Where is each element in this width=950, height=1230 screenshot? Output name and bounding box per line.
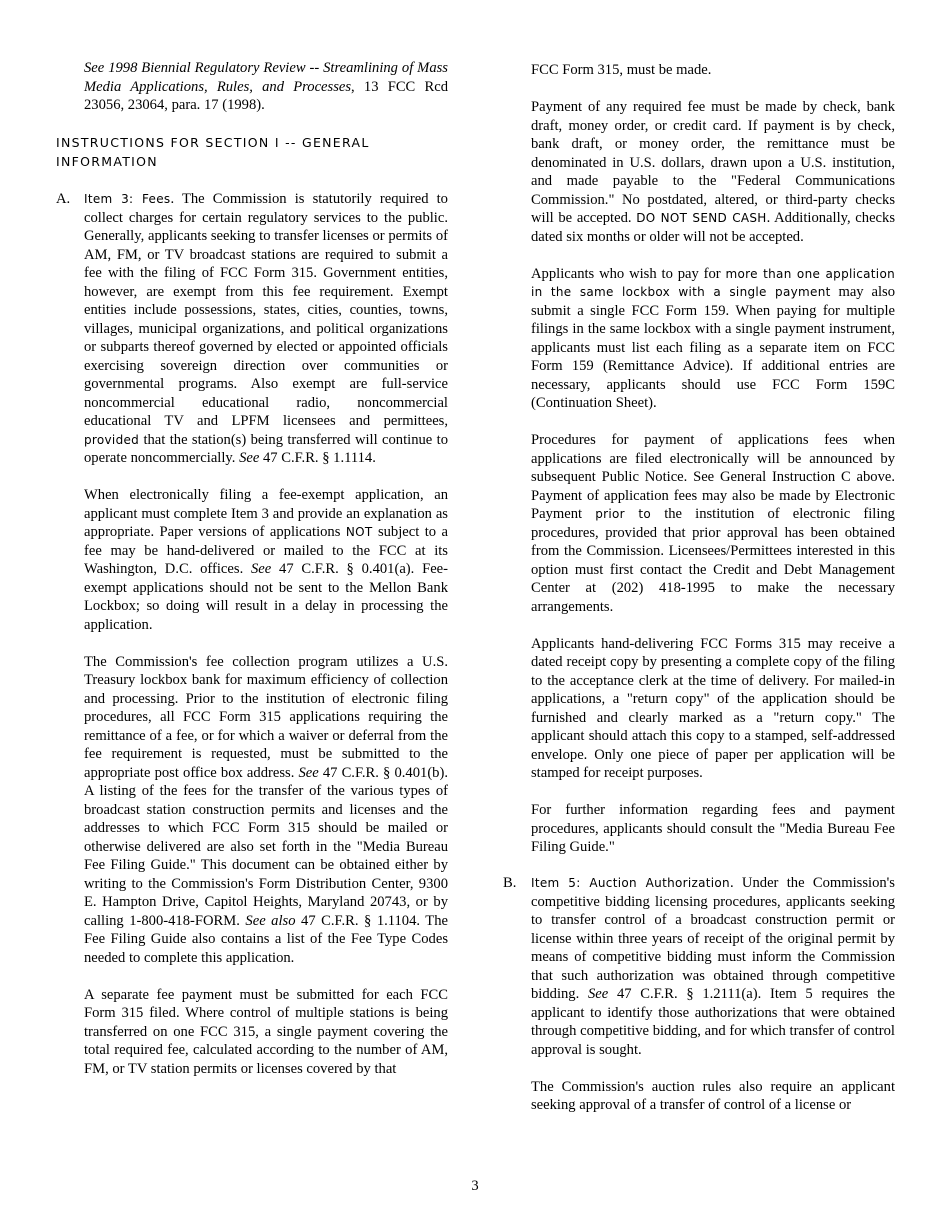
item-a-p3-see: See [298, 764, 319, 781]
item-a-p1-see: See [239, 450, 260, 466]
item-a-paragraph-2 [84, 486, 448, 634]
item-b-paragraph-2: The Commission's auction rules also require an applicant seeking approval of a transfer of control of a license or [531, 1078, 895, 1113]
item-a-p1-text-b: that the station(s) being transferred will continue to operate noncommercially. [84, 431, 448, 466]
right-p3-smallcaps: prior to [595, 507, 652, 521]
item-a-p2-text-c: 47 C.F.R. § 0.401(a). Fee-exempt applications should not be sent to the Mellon Bank Lockbox; so doing will result in a delay in processing the application. [84, 561, 449, 633]
section-heading: INSTRUCTIONS FOR SECTION I -- GENERAL INFORMATION [56, 135, 370, 169]
item-a-p2-text: When electronically filing a fee-exempt application, an applicant must complete Item 3 and provide an explanation as appropriate. Paper versions of applications [84, 487, 448, 540]
item-a-p2-not: NOT [345, 525, 373, 539]
item-a-p3-see-also: See also [245, 912, 296, 929]
right-p3-text-b: the institution of electronic filing procedures, provided that prior approval has been obtained from the Commission. Licensees/Permittees interested in this option must first contact the Credit and Debt Management Center at (202) 418-1995 to make the necessary arrangements. [531, 506, 895, 615]
item-a-paragraph-4: A separate fee payment must be submitted for each FCC Form 315 filed. Where control of multiple stations is being transferred on one FCC 315, a single payment covering the total required fee, calculated according to the number of AM, FM, or TV station permits or licenses covered by that [84, 986, 448, 1077]
citation-see: See [84, 60, 105, 76]
right-paragraph-2 [531, 265, 895, 413]
right-p1-text: Payment of any required fee must be made by check, bank draft, money order, or credit card. If payment is by check, bank draft, or money order, the remittance must be denominated in U.S. dollars, drawn upon a U.S. institution, and made payable to the "Federal Communications Commission." No postdated, altered, or third-party checks will be accepted. [531, 99, 895, 226]
right-p2-smallcaps: more than one application in the same lockbox with a single payment [531, 266, 895, 299]
item-b-paragraph-1 [531, 874, 895, 1059]
item-a-paragraph-1 [84, 190, 448, 468]
right-p3-text: Procedures for payment of applications fees when applications are filed electronically will be announced by subsequent Public Notice. See General Instruction C above. Payment of application fees may also be made by Electronic Payment [531, 432, 895, 522]
right-paragraph-1 [531, 98, 895, 246]
item-b-p1-text: . Under the Commission's competitive bidding licensing procedures, applicants seeking to transfer control of a broadcast construction permit or license within three years of receipt of the original permit by means of competitive bidding must inform the Commission that such authorization was obtained through competitive bidding. [531, 875, 895, 1002]
item-b-letter: B. [503, 875, 517, 891]
citation-rest: , 13 FCC Rcd 23056, 23064, para. 17 (1998). [84, 78, 448, 113]
item-a-p3-text: The Commission's fee collection program utilizes a U.S. Treasury lockbox bank for maximum efficiency of collection and processing. Prior to the institution of electronic filing procedures, all FCC Form 315 applications requiring the remittance of a fee, or for which a waiver or deferral from the fee requirement is requested, must be submitted to the appropriate post office box address. [84, 653, 448, 781]
citation-paragraph [84, 59, 448, 115]
item-a-p2-see: See [251, 561, 272, 577]
right-column [531, 61, 895, 875]
right-p1-text-b: . Additionally, checks dated six months or older will not be accepted. [531, 210, 896, 245]
right-paragraph-3 [531, 431, 895, 616]
item-a-p3-text-b: 47 C.F.R. § 0.401(b). A listing of the fees for the transfer of the various types of broadcast station construction permits and licenses and the addresses to which FCC Form 315 should be mailed or otherwise delivered are also set forth in the "Media Bureau Fee Filing Guide." This document can be obtained either by writing to the Commission's Form Distribution Center, 9300 E. Hampton Drive, Capitol Heights, Maryland 20743, or by calling 1-800-418-FORM. [84, 764, 448, 929]
right-paragraph-4: Applicants hand-delivering FCC Forms 315 may receive a dated receipt copy by presenting a complete copy of the filing to the acceptance clerk at the time of delivery. For mailed-in applications, a "return copy" of the application should be furnished and clearly marked as a "return copy." The applicant should attach this copy to a stamped, self-addressed envelope. Only one piece of paper per application will be stamped for receipt purposes. [531, 635, 895, 781]
right-p2-text: Applicants who wish to pay for [531, 265, 726, 282]
item-b-p1-text-b: 47 C.F.R. § 1.2111(a). Item 5 requires the applicant to identify those authorizations that were obtained through competitive bidding, and for which transfer of control approval is sought. [531, 986, 895, 1058]
item-b-p1-see: See [587, 986, 609, 1002]
right-p1-cash: DO NOT SEND CASH [636, 211, 767, 225]
item-a-title: Item 3: Fees [84, 192, 171, 206]
right-paragraph-0: FCC Form 315, must be made. [531, 62, 712, 78]
item-a-letter: A. [56, 191, 71, 207]
item-a-provided: provided [84, 432, 140, 447]
page-number: 3 [471, 1178, 479, 1194]
citation-title: 1998 Biennial Regulatory Review -- Streamlining of Mass Media Applications, Rules, and Processes [84, 60, 448, 95]
item-b-body [531, 874, 895, 1133]
item-a-paragraph-3 [84, 653, 448, 968]
right-p2-text-b: may also submit a single FCC Form 159. When paying for multiple filings in the same lockbox with a single payment instrument, applicants must list each filing as a separate item on FCC Form 159 (Remittance Advice). If additional entries are necessary, applicants should use FCC Form 159C (Continuation Sheet). [531, 284, 895, 411]
item-b-title: Item 5: Auction Authorization [531, 876, 730, 890]
item-a-p1-text-c: 47 C.F.R. § 1.1114. [259, 450, 376, 466]
item-a-p1-text: . The Commission is statutorily required to collect charges for certain regulatory services to the public. Generally, applicants seeking to transfer licenses or permits of AM, FM, or TV broadcast stations are required to submit a fee with the filing of FCC Form 315. Government entities, however, are exempt from this fee requirement. Exempt entities include possessions, states, cities, counties, towns, villages, municipal organizations, and political organizations or subparts thereof governed by elected or appointed officials exercising sovereign direction over communities or governmental programs. Also exempt are full-service noncommercial educational radio, noncommercial educational TV and LPFM licensees and permittees, [84, 191, 448, 429]
item-a-p3-text-c: 47 C.F.R. § 1.1104. The Fee Filing Guide also contains a list of the Fee Type Codes needed to complete this application. [84, 912, 448, 966]
item-a-p2-text-b: subject to a fee may be hand-delivered or mailed to the FCC at its Washington, D.C. offices. [84, 524, 448, 577]
right-paragraph-5: For further information regarding fees and payment procedures, applicants should consult the "Media Bureau Fee Filing Guide." [531, 802, 895, 855]
item-a-body [84, 190, 448, 1097]
